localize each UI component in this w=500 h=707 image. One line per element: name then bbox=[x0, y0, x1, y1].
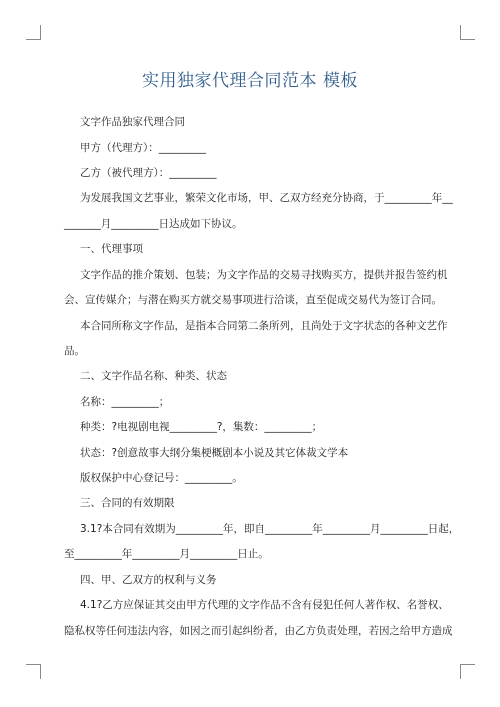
section-1-para2-line-1: 本合同所称文字作品，是指本合同第二条所列，且尚处于文字状态的各种文艺作 bbox=[80, 320, 448, 332]
contract-heading: 文字作品独家代理合同 bbox=[80, 116, 185, 128]
crop-mark-bottom-right bbox=[460, 664, 475, 679]
work-name-line: 名称：_________； bbox=[80, 396, 170, 408]
preamble-line-2: _______月_________日达成如下协议。 bbox=[64, 218, 243, 230]
document-title: 实用独家代理合同范本 模板 bbox=[142, 71, 358, 91]
section-2-heading: 二、文字作品名称、种类、状态 bbox=[80, 370, 227, 382]
registration-number-line: 版权保护中心登记号：_________。 bbox=[80, 472, 243, 484]
work-type-line: 种类：?电视剧电视_________?，集数：_________； bbox=[80, 421, 323, 433]
crop-mark-bottom-left bbox=[26, 664, 41, 679]
section-1-heading: 一、代理事项 bbox=[80, 243, 143, 255]
party-a-line: 甲方（代理方）：_________ bbox=[80, 142, 206, 154]
party-b-line: 乙方（被代理方）：_________ bbox=[80, 167, 217, 179]
section-1-para2-line-2: 品。 bbox=[64, 345, 85, 357]
section-4-heading: 四、甲、乙双方的权利与义务 bbox=[80, 574, 217, 586]
clause-4-1-line-2: 隐私权等任何违法内容，如因之而引起纠纷者，由乙方负责处理，若因之给甲方造成 bbox=[64, 625, 453, 637]
section-1-para-line-1: 文字作品的推介策划、包装；为文字作品的交易寻找购买方，提供并报告签约机 bbox=[80, 269, 448, 281]
crop-mark-top-left bbox=[26, 25, 41, 40]
term-line-2: 至_________年_________月_________日止。 bbox=[64, 548, 269, 560]
crop-mark-top-right bbox=[460, 25, 475, 40]
work-status-line: 状态：?创意故事大纲分集梗概剧本小说及其它体裁文学本 bbox=[80, 447, 349, 459]
clause-4-1-line-1: 4.1?乙方应保证其交由甲方代理的文字作品不含有侵犯任何人著作权、名誉权、 bbox=[80, 599, 449, 611]
section-3-heading: 三、合同的有效期限 bbox=[80, 497, 175, 509]
section-1-para-line-2: 会、宣传媒介；与潜在购买方就交易事项进行洽谈，直至促成交易代为签订合同。 bbox=[64, 294, 442, 306]
preamble-line-1: 为发展我国文艺事业，繁荣文化市场，甲、乙双方经充分协商，于_________年__ bbox=[80, 192, 453, 204]
term-line-1: 3.1?本合同有效期为_________年，即自_________年_________月_________日起， bbox=[80, 523, 460, 535]
